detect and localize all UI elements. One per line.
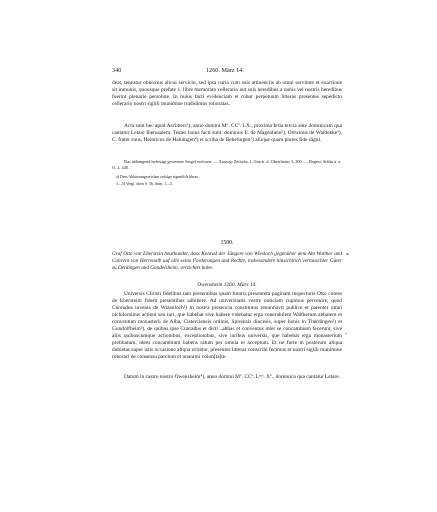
page-header <box>112 67 336 79</box>
footnote-b: 1—5) Vergl. oben S. 36, Anm. 1—5. <box>116 182 174 186</box>
acta-paragraph: Acta sunt hec apud Aschberc¹), anno domini Mº. CCº. LX., proxima feria tercia ante dominicam qua cantatur Letare Iherusalem. Testes huius facti sunt: dominus E. de Magenhein²), Ortwinus de Waldekke³), C. frater suus, Heinricus de Haluingen⁴) et scriba de Bebelingen⁵) aliique quam plures fide digni. <box>112 123 342 144</box>
page-number: 340 <box>112 67 122 74</box>
document-number: 1580. <box>220 240 234 246</box>
regest-summary: Graf Otto von Eberstein beurkundet, dass Konrad der Jüngere von Wiesloch gegenüber dem Abt Walther und Convent von Herrenalb auf alle seine Forderungen und Rechte, insbesondere hinsichtlich vertauschter Güter zu Derdingen und Gundelsheim, verzichtet habe. <box>112 251 342 272</box>
footnote-a: a) Dem Abkürzungszeichen zufolge eigentlich libras. <box>116 175 199 179</box>
running-title: 1260. März 14. <box>206 67 244 74</box>
margin-hyphen: - <box>345 331 347 337</box>
seal-note: Das abhängend befestigt gewesene Siegel verloren. — Auszug: Zeitschr. f. Gesch. d. Oberrheins 3, 200. — Regest: Stälin a. a. O. 2, 440. <box>112 159 342 171</box>
datum-paragraph: Datum in castro nostro Owensheim⁴), anno domini Mº. CCº. Lᵐᵒ. Xº., dominica qua cantatur Letare. <box>124 374 341 380</box>
place-date-line: Owensheim 1260. März 14. <box>197 282 257 288</box>
charter-continuation-paragraph: deat, teneatur obnoxius alicui servicio, sed ipsa curia cum suis attinenciis ab omni servitute et exactione sit inmunis, quousque prefate 1. libre memorato cellerario aut suis heredibus a nobis vel nostris heredibus fuerint plenarie persolute. In huius facti evidenciam et robur perpetuum litteras presentes sepedicto cellerario nostri sigilli munimine tradidimus roboratas. <box>112 80 342 108</box>
charter-body-paragraph: Universis Christi fidelibus tam presentibus quam futuris presentem paginam inspecturis Otto comes de Ebersteim fidem presentibus adhibere. Ad universitatis vestre noticiam cupimus pervenire, quod Cunradus iuvenis de Wizenlòch¹) in nostra presencia constitutus renuntiavit publice et patenter omni nichilominus actioni seu iuri, que habebat sive habere videbatur erga venerabilem Waltherum abbatem et conventum monasterii de Alba, Cisterciensis ordinis, Spirensis diocesis, super bonis in Therdingen²) et Gundolfheim³), de quibus ipse Cunradus et dicti ..abbas et conventus inter se concambium fecerunt, sive aliis quibuscumque actionibus, exceptionibus, sive iuribus universis, que habebat erga monasterium prelibatum, idem concambium habens ratum per omnia et acceptum. Et ne forte in posterum aliqua dubietas super istis occasione aliqua oriretur, presentes litteras conscribi fecimus et nostri sigilli munimine roborari de consensu parcium et unanimi volun[ta]te. <box>112 291 342 361</box>
margin-asterisk: * <box>346 253 349 259</box>
